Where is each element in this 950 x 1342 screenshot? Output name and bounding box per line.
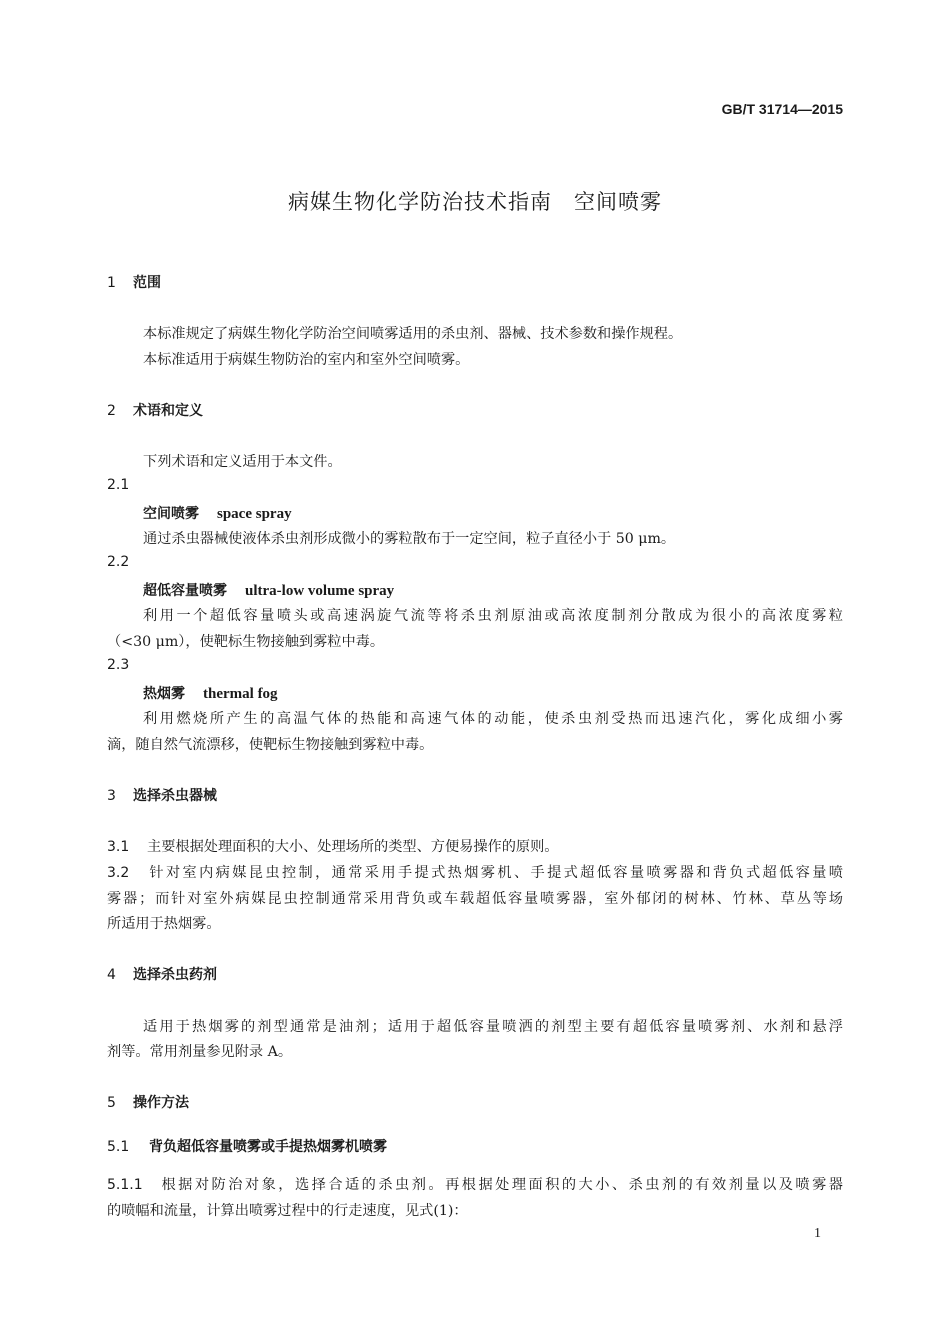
term-zh: 热烟雾 [143, 686, 185, 702]
clause-3-2 [107, 862, 843, 882]
section-4-heading [107, 964, 217, 984]
term-zh: 空间喷雾 [143, 506, 199, 522]
subsection-5-1-heading [107, 1136, 387, 1156]
term-number: 2.1 [107, 477, 130, 493]
section-number: 1 [107, 275, 116, 291]
section-2-heading [107, 400, 203, 420]
paragraph: 本标准适用于病媒生物防治的室内和室外空间喷雾。 [143, 352, 470, 368]
term-en: space spray [217, 506, 292, 522]
clause-text-cont: 雾器；而针对室外病媒昆虫控制通常采用背负或车载超低容量喷雾器，室外郁闭的树林、竹林、草丛等场 [107, 891, 843, 907]
term-heading [143, 683, 278, 703]
clause-number: 3.1 [107, 839, 130, 855]
section-title: 术语和定义 [133, 403, 203, 419]
term-definition-cont: （<30 μm），使靶标生物接触到雾粒中毒。 [107, 634, 385, 650]
section-number: 2 [107, 403, 116, 419]
clause-number: 5.1.1 [107, 1177, 143, 1193]
section-5-heading [107, 1092, 189, 1112]
section-number: 3 [107, 788, 116, 804]
clause-text: 针对室内病媒昆虫控制，通常采用手提式热烟雾机、手提式超低容量喷雾器和背负式超低容量喷 [147, 865, 843, 881]
clause-text-cont: 的喷幅和流量，计算出喷雾过程中的行走速度，见式(1)： [107, 1203, 468, 1219]
term-number: 2.3 [107, 657, 130, 673]
document-title: 病媒生物化学防治技术指南 空间喷雾 [288, 190, 662, 214]
section-number: 5 [107, 1095, 116, 1111]
section-1-heading [107, 272, 161, 292]
subsection-title: 背负超低容量喷雾或手提热烟雾机喷雾 [149, 1139, 387, 1155]
term-heading [143, 503, 292, 523]
term-en: ultra-low volume spray [245, 583, 395, 599]
term-zh: 超低容量喷雾 [143, 583, 227, 599]
term-en: thermal fog [203, 686, 278, 702]
term-definition-cont: 滴，随自然气流漂移，使靶标生物接触到雾粒中毒。 [107, 737, 434, 753]
paragraph-cont: 剂等。常用剂量参见附录 A。 [107, 1044, 293, 1060]
clause-text: 主要根据处理面积的大小、处理场所的类型、方便易操作的原则。 [147, 839, 559, 855]
term-definition: 通过杀虫器械使液体杀虫剂形成微小的雾粒散布于一定空间，粒子直径小于 50 μm。 [143, 531, 676, 547]
clause-number: 3.2 [107, 865, 130, 881]
clause-text: 根据对防治对象，选择合适的杀虫剂。再根据处理面积的大小、杀虫剂的有效剂量以及喷雾器 [159, 1177, 843, 1193]
section-title: 操作方法 [133, 1095, 189, 1111]
clause-5-1-1 [107, 1174, 843, 1194]
term-definition: 利用一个超低容量喷头或高速涡旋气流等将杀虫剂原油或高浓度制剂分散成为很小的高浓度雾粒 [143, 608, 843, 624]
section-title: 选择杀虫器械 [133, 788, 217, 804]
clause-3-1 [107, 836, 558, 856]
paragraph: 下列术语和定义适用于本文件。 [143, 454, 342, 470]
paragraph: 本标准规定了病媒生物化学防治空间喷雾适用的杀虫剂、器械、技术参数和操作规程。 [143, 326, 683, 342]
subsection-number: 5.1 [107, 1139, 130, 1155]
section-number: 4 [107, 967, 116, 983]
section-title: 范围 [133, 275, 161, 291]
term-definition: 利用燃烧所产生的高温气体的热能和高速气体的动能，使杀虫剂受热而迅速汽化，雾化成细小雾 [143, 711, 843, 727]
section-3-heading [107, 785, 217, 805]
clause-text-cont: 所适用于热烟雾。 [107, 916, 221, 932]
standard-code: GB/T 31714—2015 [721, 101, 843, 117]
term-heading [143, 580, 394, 600]
term-number: 2.2 [107, 554, 130, 570]
section-title: 选择杀虫药剂 [133, 967, 217, 983]
page-number: 1 [814, 1226, 821, 1241]
paragraph: 适用于热烟雾的剂型通常是油剂；适用于超低容量喷洒的剂型主要有超低容量喷雾剂、水剂和悬浮 [143, 1019, 843, 1035]
